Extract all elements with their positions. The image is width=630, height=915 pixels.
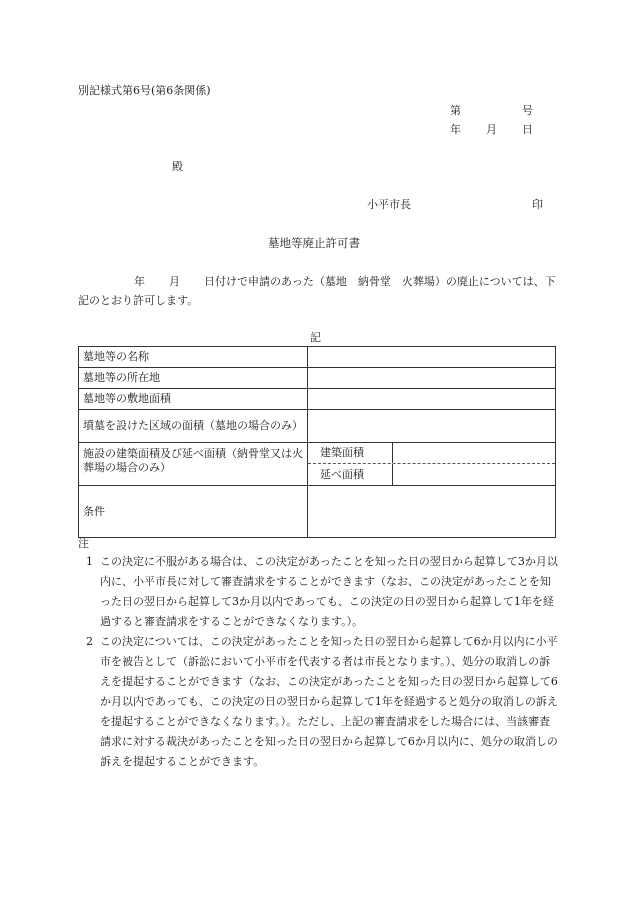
date-month: 月: [486, 123, 497, 136]
table-row: [79, 389, 556, 410]
body-month: 月: [169, 275, 180, 288]
body-year: 年: [134, 275, 145, 288]
building-area-value: [393, 443, 555, 463]
row-label-building: 施設の建築面積及び延べ面積（納骨堂又は火葬場の場合のみ）: [79, 443, 308, 486]
ki-heading: 記: [310, 331, 321, 344]
note-number: 1: [86, 555, 93, 568]
table-row: [79, 347, 556, 368]
floor-area-label: 延べ面積: [308, 464, 393, 485]
number-suffix: 号: [522, 104, 533, 117]
issuer: 小平市長: [367, 198, 411, 211]
row-value-grave-area: [308, 410, 556, 443]
note-item: [78, 552, 560, 632]
table-row: [79, 443, 556, 486]
table-row: [79, 486, 556, 538]
row-value-site-area: [308, 389, 556, 410]
seal-mark: 印: [532, 198, 543, 211]
note-item: [78, 632, 560, 772]
row-label-location: 墓地等の所在地: [79, 368, 308, 389]
note-number: 2: [86, 635, 93, 648]
table-row: [79, 410, 556, 443]
floor-area-value: [393, 464, 555, 485]
row-label-conditions: 条件: [79, 486, 308, 538]
row-label-name: 墓地等の名称: [79, 347, 308, 368]
body-paragraph: [78, 272, 558, 310]
body-text: 日付けで申請のあった（墓地 納骨堂 火葬場）の廃止については、下記のとおり許可します。: [78, 275, 556, 307]
addressee-suffix: 殿: [172, 160, 183, 173]
building-area-label: 建築面積: [308, 443, 393, 463]
number-prefix: 第: [450, 104, 461, 117]
permit-table: [78, 346, 556, 538]
form-reference: 別記様式第6号(第6条関係): [78, 84, 211, 97]
row-label-site-area: 墓地等の敷地面積: [79, 389, 308, 410]
row-value-building: [308, 443, 556, 486]
row-value-conditions: [308, 486, 556, 538]
notes-list: [78, 552, 560, 772]
row-label-grave-area: 墳墓を設けた区域の面積（墓地の場合のみ）: [79, 410, 308, 443]
row-value-location: [308, 368, 556, 389]
row-value-name: [308, 347, 556, 368]
note-text: この決定に不服がある場合は、この決定があったことを知った日の翌日から起算して3か月以内に、小平市長に対して審査請求をすることができます（なお、この決定があったことを知った日の翌日から起算して3か月以内であっても、この決定の日の翌日から起算して1年を経過すると審査請求をすることができなくなります。）。: [100, 555, 558, 628]
document-title: 墓地等廃止許可書: [268, 236, 360, 250]
note-text: この決定については、この決定があったことを知った日の翌日から起算して6か月以内に小平市を被告として（訴訟において小平市を代表する者は市長となります。）、処分の取消しの訴えを提起することができます（なお、この決定があったことを知った日の翌日から起算して6か月以内であっても、この決定の日の翌日から起算して1年を経過すると処分の取消しの訴えを提起することができなくなります。）。ただし、上記の審査請求をした場合には、当該審査請求に対する裁決があったことを知った日の翌日から起算して6か月以内に、処分の取消しの訴えを提起することができます。: [100, 635, 558, 768]
date-year: 年: [450, 123, 461, 136]
date-day: 日: [522, 123, 533, 136]
table-row: [79, 368, 556, 389]
notes-heading: 注: [78, 537, 89, 550]
